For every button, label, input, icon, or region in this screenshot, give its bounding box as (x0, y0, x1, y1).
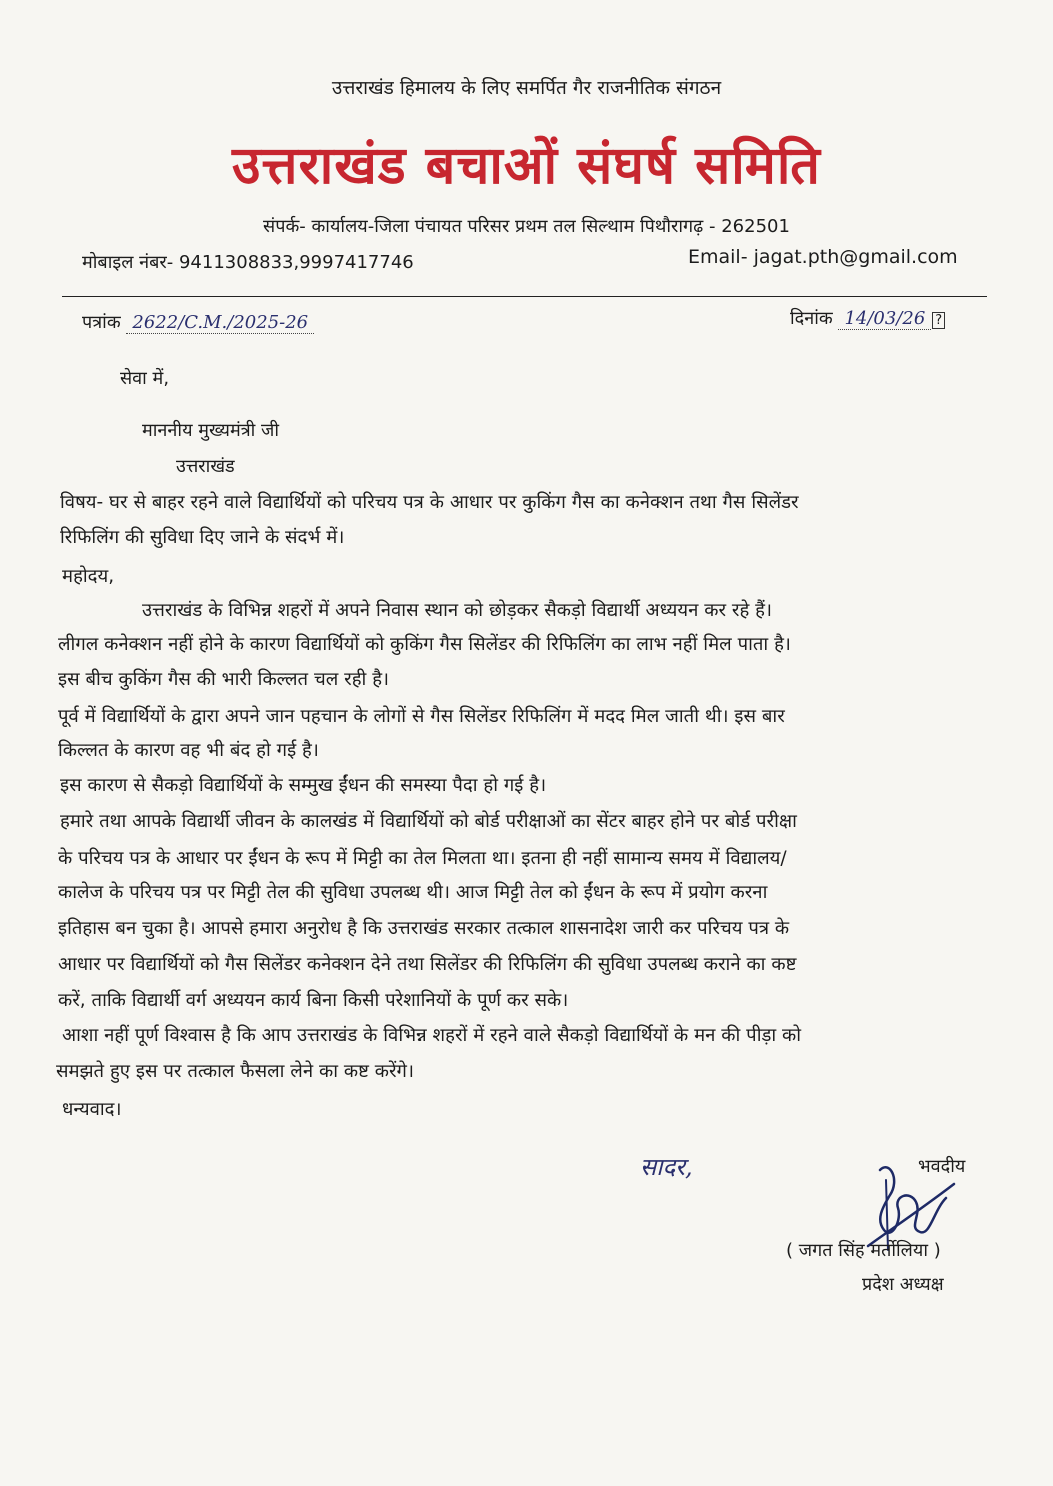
signer-name: ( जगत सिंह मर्तोलिया ) (786, 1240, 941, 1261)
org-email: Email- jagat.pth@gmail.com (688, 246, 958, 268)
body-line: आशा नहीं पूर्ण विश्वास है कि आप उत्तराखंड के विभिन्न शहरों में रहने वाले सैकड़ो विद्यार्थियों के मन की पीड़ा को (62, 1025, 802, 1046)
body-line: आधार पर विद्यार्थियों को गैस सिलेंडर कनेक्शन देने तथा सिलेंडर की रिफिलिंग की सुविधा उपलब्ध कराने का कष्ट (58, 954, 797, 975)
valediction: भवदीय (918, 1156, 966, 1177)
body-line: पूर्व में विद्यार्थियों के द्वारा अपने जान पहचान के लोगों से गैस सिलेंडर रिफिलिंग में मदद मिल जाती थी। इस बार (58, 706, 785, 727)
body-line: उत्तराखंड के विभिन्न शहरों में अपने निवास स्थान को छोड़कर सैकड़ो विद्यार्थी अध्ययन कर रहे हैं। (142, 600, 773, 621)
reference-number (82, 310, 314, 334)
body-line: विषय- घर से बाहर रहने वाले विद्यार्थियों को परिचय पत्र के आधार पर कुकिंग गैस का कनेक्शन तथा गैस सिलेंडर (60, 492, 799, 513)
body-line: किल्लत के कारण वह भी बंद हो गई है। (58, 740, 319, 761)
body-line: समझते हुए इस पर तत्काल फैसला लेने का कष्ट करेंगे। (56, 1061, 414, 1082)
org-address: संपर्क- कार्यालय-जिला पंचायत परिसर प्रथम तल सिल्थाम पिथौरागढ़ - 262501 (263, 216, 790, 237)
reference-value: 2622/C.M./2025-26 (126, 312, 314, 334)
body-line: इतिहास बन चुका है। आपसे हमारा अनुरोध है कि उत्तराखंड सरकार तत्काल शासनादेश जारी कर परिचय पत्र के (58, 918, 790, 939)
body-line: लीगल कनेक्शन नहीं होने के कारण विद्यार्थियों को कुकिंग गैस सिलेंडर की रिफिलिंग का लाभ नहीं मिल पाता है। (58, 634, 791, 655)
recipient-state: उत्तराखंड (176, 456, 235, 477)
org-title: उत्तराखंड बचाओं संघर्ष समिति (232, 136, 821, 196)
body-line: महोदय, (62, 566, 115, 587)
body-line: इस कारण से सैकड़ो विद्यार्थियों के सम्मुख ईंधन की समस्या पैदा हो गई है। (60, 775, 547, 796)
body-line: करें, ताकि विद्यार्थी वर्ग अध्ययन कार्य बिना किसी परेशानियों के पूर्ण कर सके। (58, 990, 569, 1011)
date-label: दिनांक (790, 308, 833, 329)
handwritten-regards: सादर, (640, 1153, 693, 1181)
salutation: सेवा में, (120, 368, 170, 389)
body-line: हमारे तथा आपके विद्यार्थी जीवन के कालखंड में विद्यार्थियों को बोर्ड परीक्षाओं का सेंटर बाहर होने पर बोर्ड परीक्षा (60, 811, 797, 832)
signer-designation: प्रदेश अध्यक्ष (862, 1274, 944, 1295)
reference-label: पत्रांक (82, 312, 121, 333)
body-line: कालेज के परिचय पत्र पर मिट्टी तेल की सुविधा उपलब्ध थी। आज मिट्टी तेल को ईंधन के रूप में प्रयोग करना (58, 882, 768, 903)
body-line: के परिचय पत्र के आधार पर ईंधन के रूप में मिट्टी का तेल मिलता था। इतना ही नहीं सामान्य समय में विद्यालय/ (58, 848, 787, 869)
org-tagline: उत्तराखंड हिमालय के लिए समर्पित गैर राजनीतिक संगठन (331, 77, 722, 99)
letter-date (790, 306, 945, 330)
unknown-glyph-icon: ? (932, 312, 945, 329)
body-line: इस बीच कुकिंग गैस की भारी किल्लत चल रही है। (58, 669, 390, 690)
org-mobile: मोबाइल नंबर- 9411308833,9997417746 (82, 252, 414, 273)
header-divider (62, 296, 987, 297)
recipient-title: माननीय मुख्यमंत्री जी (142, 420, 280, 441)
date-value: 14/03/26 (838, 308, 931, 330)
body-line: धन्यवाद। (62, 1099, 122, 1120)
body-line: रिफिलिंग की सुविधा दिए जाने के संदर्भ में। (60, 527, 345, 548)
